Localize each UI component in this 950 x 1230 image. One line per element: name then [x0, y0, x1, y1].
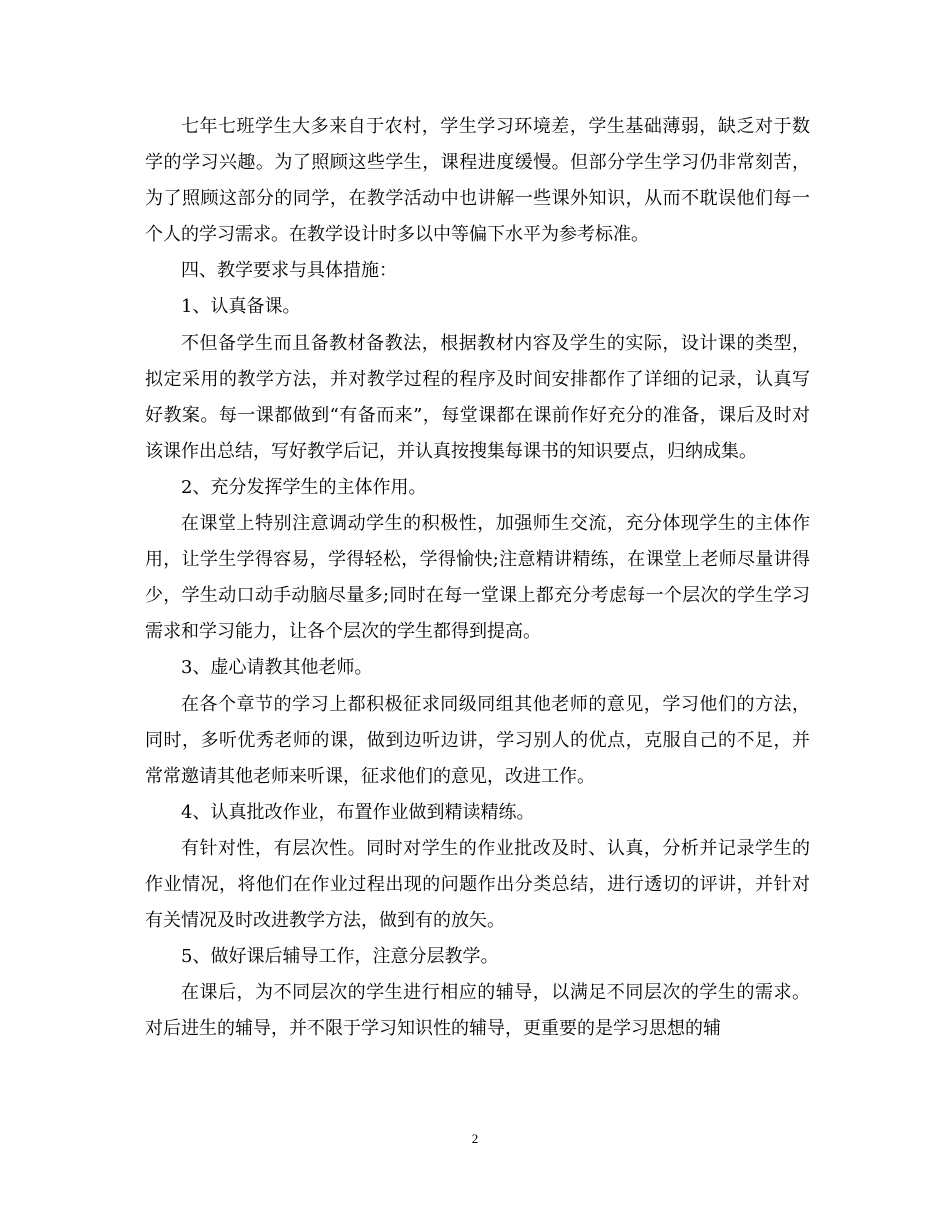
- page-number: 2: [471, 1131, 479, 1146]
- item-heading-4: 4、认真批改作业，布置作业做到精读精练。: [181, 801, 535, 823]
- section-heading-requirements: 四、教学要求与具体措施：: [181, 260, 397, 282]
- paragraph-consult-teachers: 在各个章节的学习上都积极征求同级同组其他老师的意见，学习他们的方法，同时，多听优秀老师的课，做到边听边讲，学习别人的优点，克服自己的不足，并常常邀请其他老师来听课，征求他们的意见，改进工作。: [145, 693, 810, 787]
- paragraph-student-background: 七年七班学生大多来自于农村，学生学习环境差，学生基础薄弱，缺乏对于数学的学习兴趣。为了照顾这些学生，课程进度缓慢。但部分学生学习仍非常刻苦，为了照顾这部分的同学，在教学活动中也讲解一些课外知识，从而不耽误他们每一个人的学习需求。在教学设计时多以中等偏下水平为参考标准。: [145, 116, 810, 246]
- item-heading-1: 1、认真备课。: [181, 296, 301, 318]
- body-text: [145, 109, 810, 1047]
- paragraph-prepare-lessons: 不但备学生而且备教材备教法，根据教材内容及学生的实际，设计课的类型，拟定采用的教学方法，并对教学过程的程序及时间安排都作了详细的记录，认真写好教案。每一课都做到“有备而来”，每堂课都在课前作好充分的准备，课后及时对该课作出总结，写好教学后记，并认真按搜集每课书的知识要点，归纳成集。: [145, 332, 810, 462]
- paragraph-homework: 有针对性，有层次性。同时对学生的作业批改及时、认真，分析并记录学生的作业情况，将他们在作业过程出现的问题作出分类总结，进行透切的评讲，并针对有关情况及时改进教学方法，做到有的放矢。: [145, 837, 810, 932]
- item-heading-3: 3、虚心请教其他老师。: [181, 657, 373, 679]
- item-heading-2: 2、充分发挥学生的主体作用。: [181, 476, 427, 498]
- paragraph-student-role: 在课堂上特别注意调动学生的积极性，加强师生交流，充分体现学生的主体作用，让学生学得容易，学得轻松，学得愉快;注意精讲精练，在课堂上老师尽量讲得少，学生动口动手动脑尽量多;同时在每一堂课上都充分考虑每一个层次的学生学习需求和学习能力，让各个层次的学生都得到提高。: [145, 513, 810, 643]
- paragraph-tutoring: 在课后，为不同层次的学生进行相应的辅导，以满足不同层次的学生的需求。对后进生的辅导，并不限于学习知识性的辅导，更重要的是学习思想的辅: [145, 982, 810, 1040]
- item-heading-5: 5、做好课后辅导工作，注意分层教学。: [181, 946, 499, 968]
